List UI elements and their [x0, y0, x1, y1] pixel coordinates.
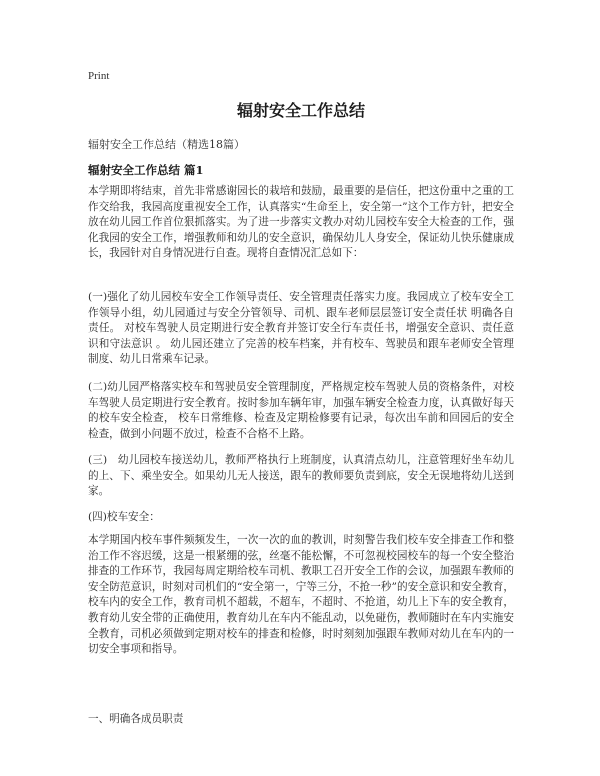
section-heading: 辐射安全工作总结 篇1 — [88, 163, 204, 177]
paragraph-item-4-body: 本学期国内校车事件频频发生，一次一次的血的教训，时刻警告我们校车安全排查工作和整治工作不容迟缓，这是一根紧绷的弦，丝毫不能松懈，不可忽视校园校车的每一个安全整治排查的工作环节，我园每周定期给校车司机、教职工召开安全工作的会议，加强跟车教师的安全防范意识，时刻对司机们的“安全第一，宁等三分，不抢一秒”的安全意识和安全教育，校车内的安全工作，教育司机不超载，不超车，不超时、不抢道，幼儿上下车的安全教育，教育幼儿安全带的正确使用，教育幼儿在车内不能乱动，以免碰伤，教师随时在车内实施安全教育，司机必须做到定期对校车的排查和检修，时时刻刻加强跟车教师对幼儿在车内的一切安全事项和指导。 — [88, 534, 514, 656]
paragraph-intro: 本学期即将结束，首先非常感谢园长的栽培和鼓励，最重要的是信任，把这份重中之重的工作交给我，我园高度重视安全工作，认真落实“生命至上，安全第一”这个工作方针，把安全放在幼儿园工作首位狠抓落实。为了进一步落实文教办对幼儿园校车安全大检查的工作，强化我园的安全工作，增强教师和幼儿的安全意识，确保幼儿人身安全，保证幼儿快乐健康成长，我园针对自身情况进行自查。现将自查情况汇总如下： — [88, 185, 514, 260]
document-title: 辐射安全工作总结 — [236, 101, 365, 120]
paragraph-item-2: (二)幼儿园严格落实校车和驾驶员安全管理制度，严格规定校车驾驶人员的资格条件，对校车驾驶人员定期进行安全教育。按时参加车辆年审，加强车辆安全检查力度，认真做好每天的校车安全检查， 校车日常维修、检查及定期检修要有记录，每次出车前和回园后的安全检查，做到小问题不放过，检查不合格不上路。 — [88, 381, 514, 440]
document-subtitle: 辐射安全工作总结（精选18篇） — [88, 138, 245, 151]
paragraph-item-4-heading: (四)校车安全： — [88, 511, 160, 523]
paragraph-subheading: 一、明确各成员职责 — [88, 713, 184, 725]
paragraph-item-1: (一)强化了幼儿园校车安全工作领导责任、安全管理责任落实力度。我园成立了校车安全工作领导小组，幼儿园通过与安全分管领导、司机、跟车老师层层签订安全责任状 明确各自责任。 对校车驾驶人员定期进行安全教育并签订安全行车责任书，增强安全意识、责任意识和守法意识 。 幼儿园还建立了完善的校车档案，并有校车、驾驶员和跟车老师安全管理制度、幼儿日常乘车记录。 — [88, 291, 514, 366]
print-label[interactable]: Print — [88, 70, 110, 82]
paragraph-item-3: (三) 幼儿园校车接送幼儿，教师严格执行上班制度，认真清点幼儿，注意管理好坐车幼儿的上、下、乘坐安全。如果幼儿无人接送，跟车的教师要负责到底，安全无误地将幼儿送到家。 — [88, 454, 514, 498]
